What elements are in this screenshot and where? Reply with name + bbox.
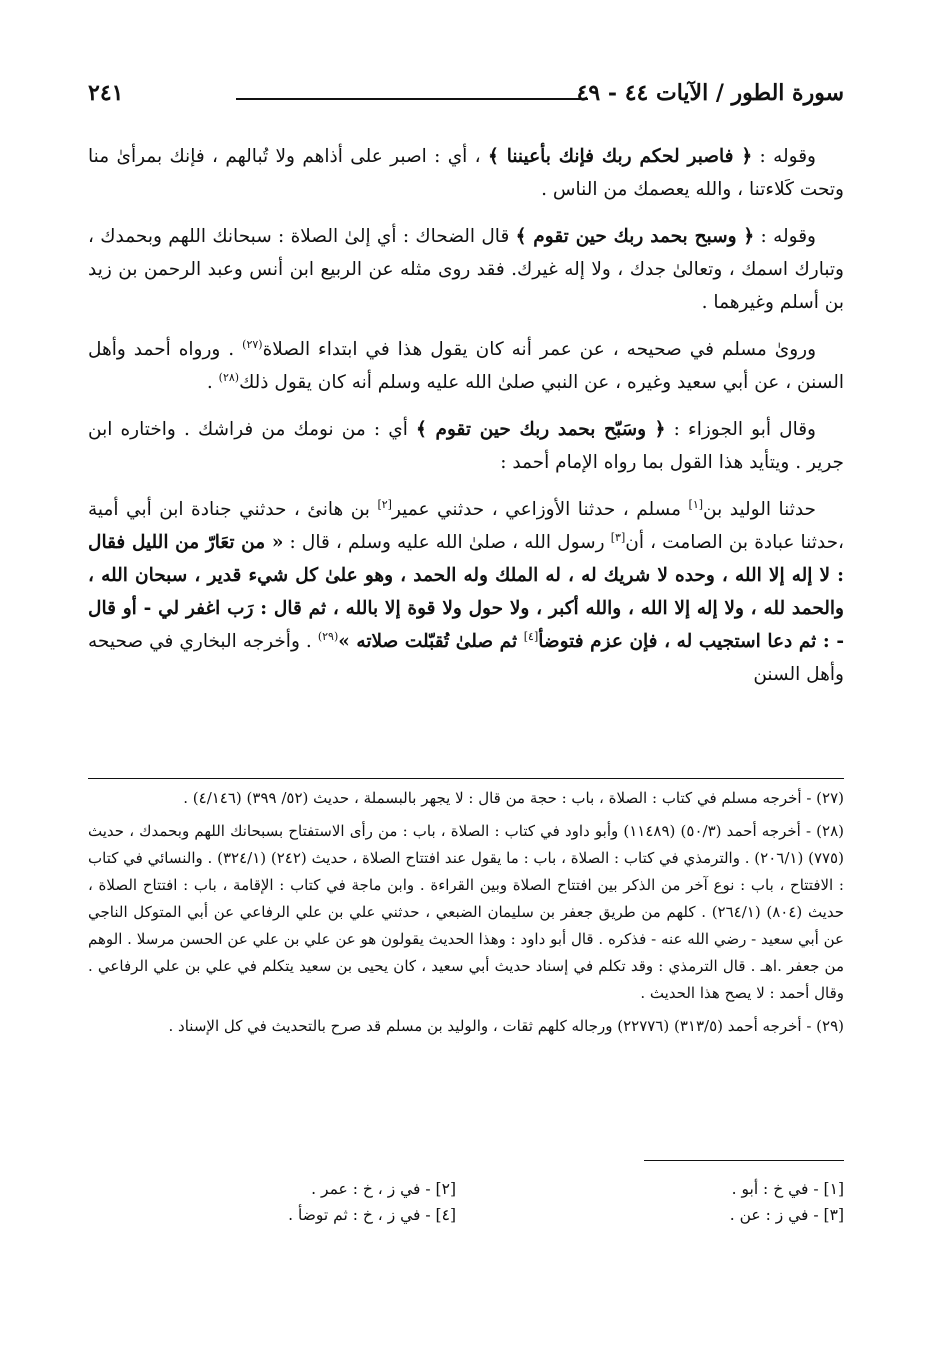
main-text (88, 140, 844, 705)
text-run: وقال أبو الجوزاء : (665, 419, 816, 440)
variant-ref: [١] (688, 497, 704, 511)
variant-4: [٤] - في ز ، خ : ثم توضأ . (288, 1206, 456, 1224)
variant-1: [١] - في خ : أبو . (731, 1180, 844, 1198)
paragraph-1 (88, 140, 844, 206)
text-run: ، أي : اصبر على أذاهم ولا تُبالهم ، فإنك بمرأىٰ منا وتحت كَلاءتنا ، والله يعصمك من الناس . (88, 146, 844, 200)
footnote-ref: (٢٧) (242, 337, 263, 351)
text-run: وقوله : (752, 146, 816, 167)
text-run: وروىٰ مسلم في صحيحه ، عن عمر أنه كان يقول هذا في ابتداء الصلاة (262, 339, 817, 360)
variants-separator (644, 1160, 844, 1161)
page-header (88, 78, 844, 114)
text-run: وقوله : (754, 226, 816, 247)
text-run: رسول الله ، صلىٰ الله عليه وسلم ، قال : (283, 532, 611, 553)
text-run: بن هانئ ، حدثني جنادة ابن أبي أمية ،حدثنا عبادة بن الصامت ، أن (88, 499, 844, 553)
text-run: حدثنا الوليد بن (703, 499, 816, 520)
text-run: . ورواه أحمد وأهل السنن ، عن أبي سعيد وغيره ، عن النبي صلىٰ الله عليه وسلم أنه كان يقول ذلك (88, 339, 844, 393)
footnote-29: (٢٩) - أخرجه أحمد (٣١٣/٥) (٢٢٧٧٦) ورجاله كلهم ثقات ، والوليد بن مسلم قد صرح بالتحديث في كل الإسناد . (168, 1017, 844, 1035)
text-run: قال الضحاك : أي إلىٰ الصلاة : سبحانك اللهم وبحمدك ، وتبارك اسمك ، وتعالىٰ جدك ، ولا إله غيرك. فقد روى مثله عن الربيع ابن أنس وعبد الرحمن بن زيد بن أسلم وغيرهما . (88, 226, 844, 313)
text-run: . (206, 372, 219, 393)
footnote-ref: (٢٩) (317, 629, 339, 643)
hadith-text: « من تعَارّ من الليل فقال : لا إله إلا الله ، وحده لا شريك له ، له الملك وله الحمد ، وهو علىٰ كل شيء قدير ، سبحان الله ، والحمد لله ، ولا إله إلا الله ، والله أكبر ، ولا حول ولا قوة إلا بالله ، ثم قال : رَب اغفر لي - أو قال - : ثم دعا استجيب له ، فإن عزم فتوضأ (88, 532, 844, 652)
text-run: مسلم ، حدثنا الأوزاعي ، حدثني عمير (391, 499, 689, 520)
paragraph-3 (88, 333, 844, 399)
paragraph-5 (88, 493, 844, 691)
running-title: سورة الطور / الآيات ٤٤ - ٤٩ (576, 80, 844, 106)
footnote-separator (88, 778, 844, 779)
manuscript-variants (88, 1160, 844, 1240)
variant-2: [٢] - في ز ، خ : عمر . (311, 1180, 456, 1198)
variant-ref: [٤] (523, 629, 539, 643)
quran-quote: ﴿ وسَبّح بحمد ربك حين تقوم ﴾ (416, 419, 666, 440)
hadith-text: ثم صلىٰ تُقبّلت صلاته » (338, 631, 524, 652)
text-run: أي : من نومك من فراشك . واختاره ابن جرير . ويتأيد هذا القول بما رواه الإمام أحمد : (88, 419, 844, 473)
variant-ref: [٣] (610, 530, 626, 544)
footnotes (88, 778, 844, 1046)
footnote-27: (٢٧) - أخرجه مسلم في كتاب : الصلاة ، باب : حجة من قال : لا يجهر بالبسملة ، حديث (٥٢/ ٣٩٩) (٤/١٤٦) . (183, 789, 844, 807)
variant-ref: [٢] (377, 497, 392, 511)
paragraph-2 (88, 220, 844, 319)
quran-quote: ﴿ وسبح بحمد ربك حين تقوم ﴾ (515, 226, 755, 247)
page-number: ٢٤١ (88, 80, 124, 106)
text-run: . وأخرجه البخاري في صحيحه وأهل السنن (88, 631, 844, 685)
footnote-28: (٢٨) - أخرجه أحمد (٥٠/٣) (١١٤٨٩) وأبو داود في كتاب : الصلاة ، باب : من رأى الاستفتاح بسبحانك اللهم وبحمدك ، حديث (٧٧٥) (٢٠٦/١) . والترمذي في كتاب : الصلاة ، باب : ما يقول عند افتتاح الصلاة ، حديث (٢٤٢) (٣٢٤/١) . والنسائي في كتاب : الافتتاح ، باب : نوع آخر من الذكر بين افتتاح الصلاة وبين القراءة . وابن ماجة في كتاب : الإقامة ، باب : افتتاح الصلاة ، حديث (٨٠٤) (٢٦٤/١) . كلهم من طريق جعفر بن سليمان الضبعي ، حدثني علي بن علي الرفاعي عن أبي المتوكل الناجي عن أبي سعيد - رضي الله عنه - فذكره . قال أبو داود : وهذا الحديث يقولون هو عن علي بن علي عن الحسن مرسلا . الوهم من جعفر .اهـ . قال الترمذي : وقد تكلم في إسناد حديث أبي سعيد ، كان يحيى بن سعيد يتكلم في علي بن علي الرفاعي . وقال أحمد : لا يصح هذا الحديث . (88, 822, 844, 1002)
quran-quote: ﴿ فاصبر لحكم ربك فإنك بأعيننا ﴾ (487, 146, 753, 167)
header-rule (236, 98, 588, 100)
paragraph-4 (88, 413, 844, 479)
footnote-ref: (٢٨) (218, 370, 240, 384)
variant-3: [٣] - في ز : عن . (729, 1206, 844, 1224)
